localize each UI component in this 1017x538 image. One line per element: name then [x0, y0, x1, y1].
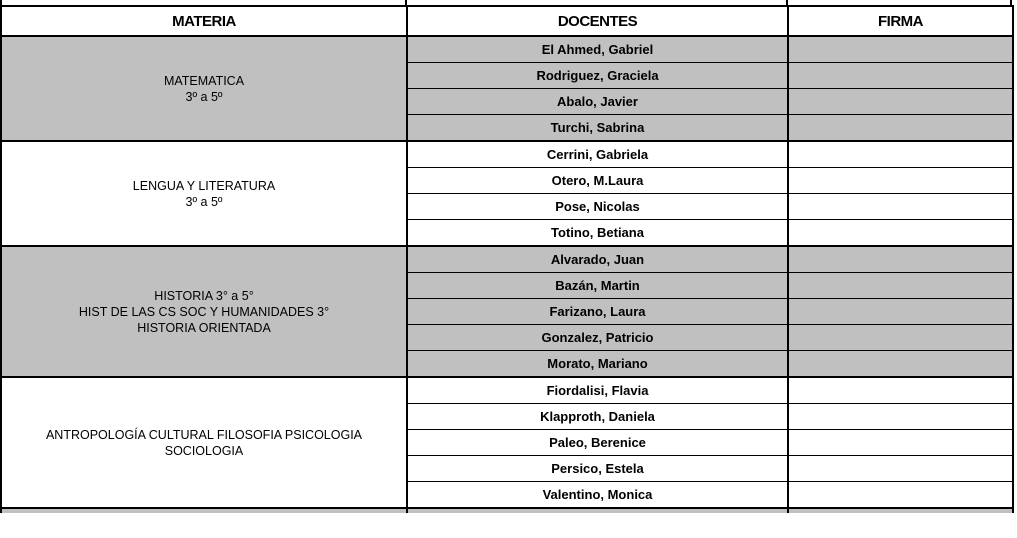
teacher-name-cell: Fiordalisi, Flavia	[407, 377, 788, 404]
signature-cell[interactable]	[788, 430, 1013, 456]
table-row	[1, 141, 1013, 168]
signature-cell[interactable]	[788, 351, 1013, 378]
teacher-name-cell: Bazán, Martin	[407, 273, 788, 299]
signature-cell[interactable]	[788, 168, 1013, 194]
teacher-name-cell: Persico, Estela	[407, 456, 788, 482]
signature-cell[interactable]	[788, 89, 1013, 115]
signature-cell[interactable]	[788, 220, 1013, 247]
teacher-name-cell: Pose, Nicolas	[407, 194, 788, 220]
signature-cell[interactable]	[788, 141, 1013, 168]
column-header-docentes: DOCENTES	[407, 6, 788, 36]
teacher-name-cell: Turchi, Sabrina	[407, 115, 788, 142]
next-section-cell	[407, 508, 788, 513]
signature-cell[interactable]	[788, 273, 1013, 299]
teacher-name-cell: Gonzalez, Patricio	[407, 325, 788, 351]
subject-cell: MATEMATICA 3º a 5º	[1, 36, 407, 141]
teacher-name-cell: El Ahmed, Gabriel	[407, 36, 788, 63]
signature-cell[interactable]	[788, 63, 1013, 89]
table-row	[1, 36, 1013, 63]
teacher-name-cell: Klapproth, Daniela	[407, 404, 788, 430]
signature-cell[interactable]	[788, 299, 1013, 325]
teacher-name-cell: Morato, Mariano	[407, 351, 788, 378]
table-row	[1, 246, 1013, 273]
signature-cell[interactable]	[788, 194, 1013, 220]
signature-cell[interactable]	[788, 404, 1013, 430]
teacher-name-cell: Valentino, Monica	[407, 482, 788, 509]
table-body	[1, 36, 1013, 513]
signature-cell[interactable]	[788, 482, 1013, 509]
next-section-cell	[1, 508, 407, 513]
teacher-name-cell: Farizano, Laura	[407, 299, 788, 325]
signature-cell[interactable]	[788, 36, 1013, 63]
signature-cell[interactable]	[788, 456, 1013, 482]
teacher-name-cell: Totino, Betiana	[407, 220, 788, 247]
teacher-name-cell: Rodriguez, Graciela	[407, 63, 788, 89]
table-row	[1, 377, 1013, 404]
teacher-name-cell: Alvarado, Juan	[407, 246, 788, 273]
signature-cell[interactable]	[788, 115, 1013, 142]
signature-cell[interactable]	[788, 246, 1013, 273]
teachers-signature-table	[0, 5, 1014, 513]
next-section-cell	[788, 508, 1013, 513]
subject-cell: HISTORIA 3° a 5° HIST DE LAS CS SOC Y HUMANIDADES 3° HISTORIA ORIENTADA	[1, 246, 407, 377]
signature-cell[interactable]	[788, 377, 1013, 404]
teacher-name-cell: Otero, M.Laura	[407, 168, 788, 194]
teacher-name-cell: Cerrini, Gabriela	[407, 141, 788, 168]
header-row	[1, 6, 1013, 36]
next-section-edge	[1, 508, 1013, 513]
teacher-name-cell: Abalo, Javier	[407, 89, 788, 115]
signature-cell[interactable]	[788, 325, 1013, 351]
column-header-materia: MATERIA	[1, 6, 407, 36]
subject-cell: LENGUA Y LITERATURA 3º a 5º	[1, 141, 407, 246]
teacher-name-cell: Paleo, Berenice	[407, 430, 788, 456]
column-header-firma: FIRMA	[788, 6, 1013, 36]
subject-cell: ANTROPOLOGÍA CULTURAL FILOSOFIA PSICOLOGIA SOCIOLOGIA	[1, 377, 407, 508]
